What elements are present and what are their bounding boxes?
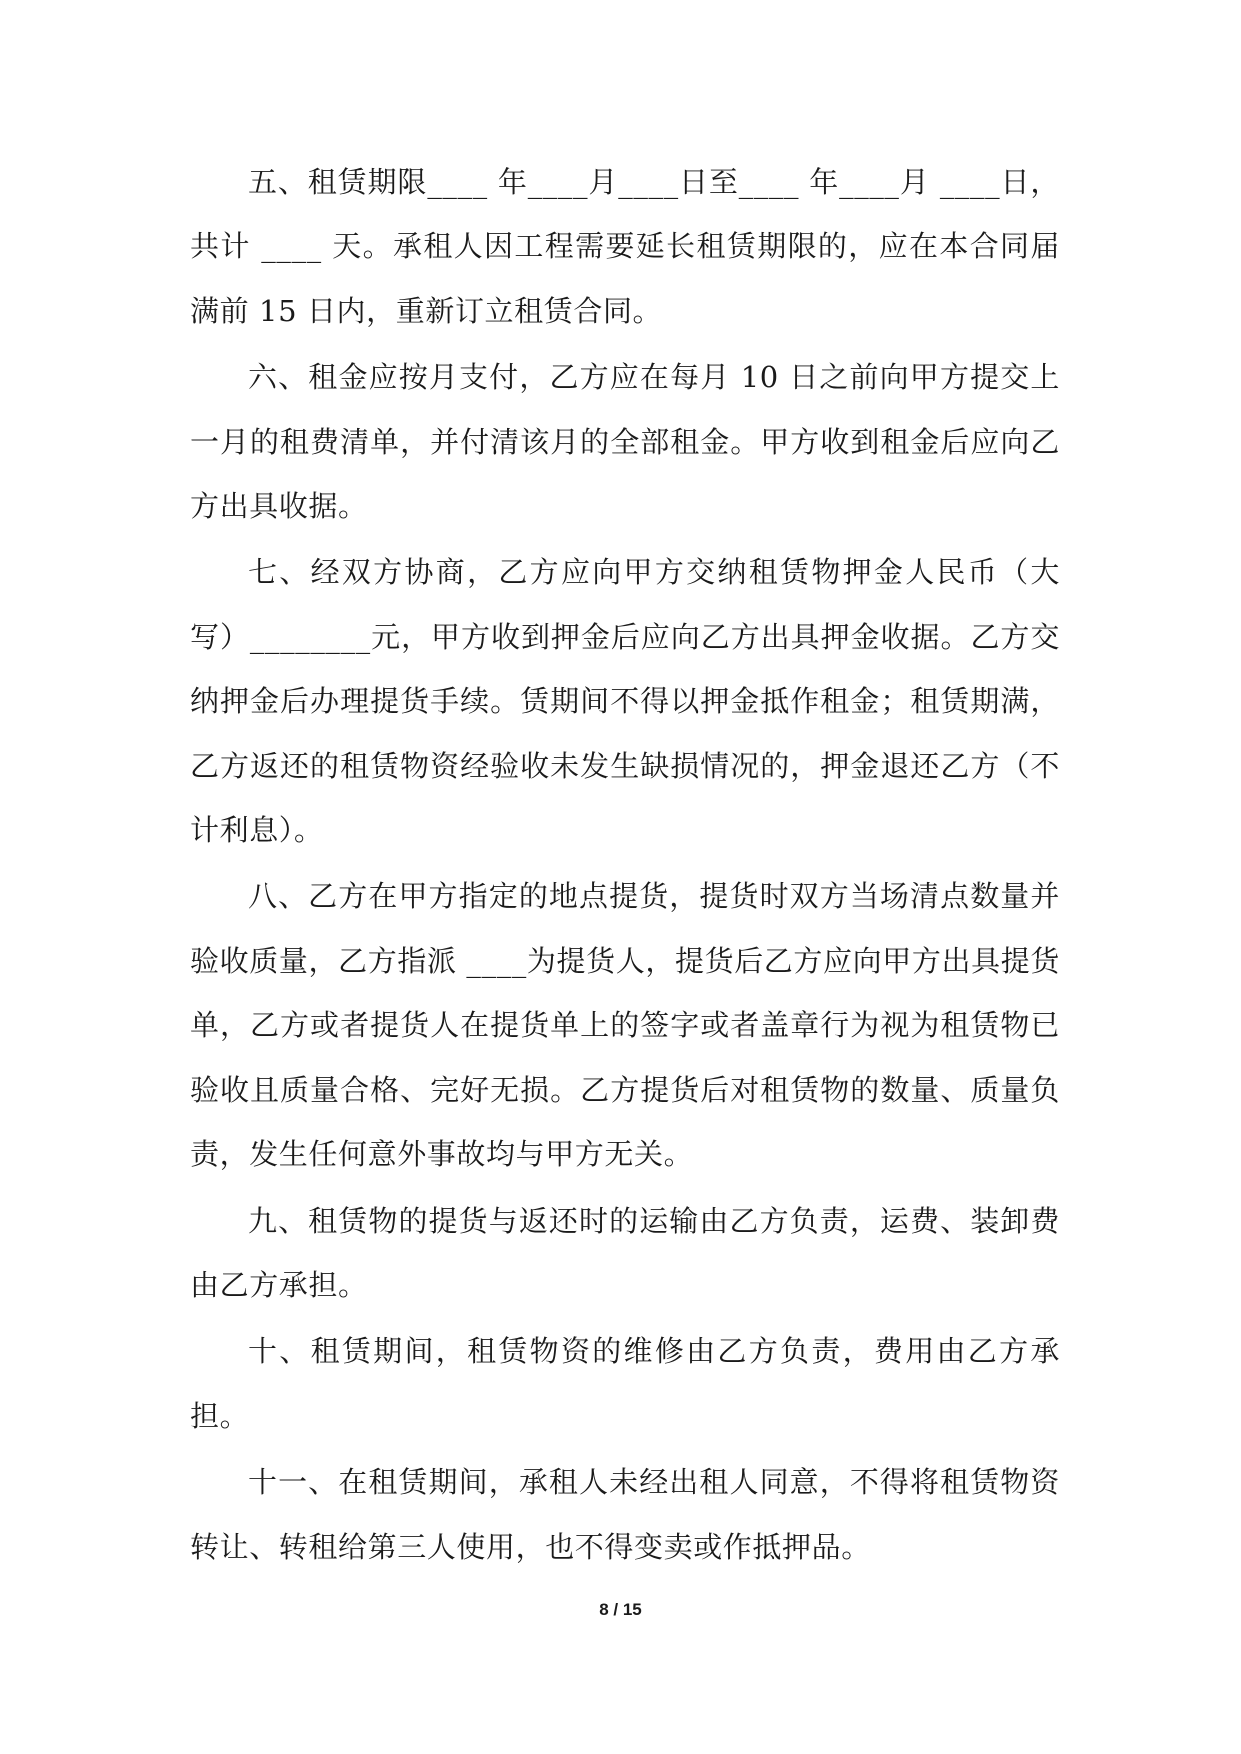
page-number: 8 / 15 xyxy=(599,1600,642,1619)
clause-8-pickup: 八、乙方在甲方指定的地点提货，提货时双方当场清点数量并验收质量，乙方指派 ____为提货人，提货后乙方应向甲方出具提货单，乙方或者提货人在提货单上的签字或者盖章行为视为租赁物已验收且质量合格、完好无损。乙方提货后对租赁物的数量、质量负责，发生任何意外事故均与甲方无关。 xyxy=(190,879,1060,1172)
clause-7-deposit: 七、经双方协商，乙方应向甲方交纳租赁物押金人民币（大写）________元，甲方收到押金后应向乙方出具押金收据。乙方交纳押金后办理提货手续。赁期间不得以押金抵作租金；租赁期满，乙方返还的租赁物资经验收未发生缺损情况的，押金退还乙方（不计利息）。 xyxy=(190,555,1060,848)
clause-9-transport: 九、租赁物的提货与返还时的运输由乙方负责，运费、装卸费由乙方承担。 xyxy=(190,1203,1060,1302)
clause-5-lease-term: 五、租赁期限____ 年____月____日至____ 年____月 ____日，共计 ____ 天。承租人因工程需要延长租赁期限的，应在本合同届满前 15 日内，重新订立租赁合同。 xyxy=(190,165,1060,328)
clause-11-no-transfer: 十一、在租赁期间，承租人未经出租人同意，不得将租赁物资转让、转租给第三人使用，也不得变卖或作抵押品。 xyxy=(190,1465,1060,1564)
clause-6-rent-payment: 六、租金应按月支付，乙方应在每月 10 日之前向甲方提交上一月的租费清单，并付清该月的全部租金。甲方收到租金后应向乙方出具收据。 xyxy=(190,360,1060,524)
clause-10-maintenance: 十、租赁期间，租赁物资的维修由乙方负责，费用由乙方承担。 xyxy=(190,1334,1060,1433)
document-body xyxy=(190,150,1060,1579)
